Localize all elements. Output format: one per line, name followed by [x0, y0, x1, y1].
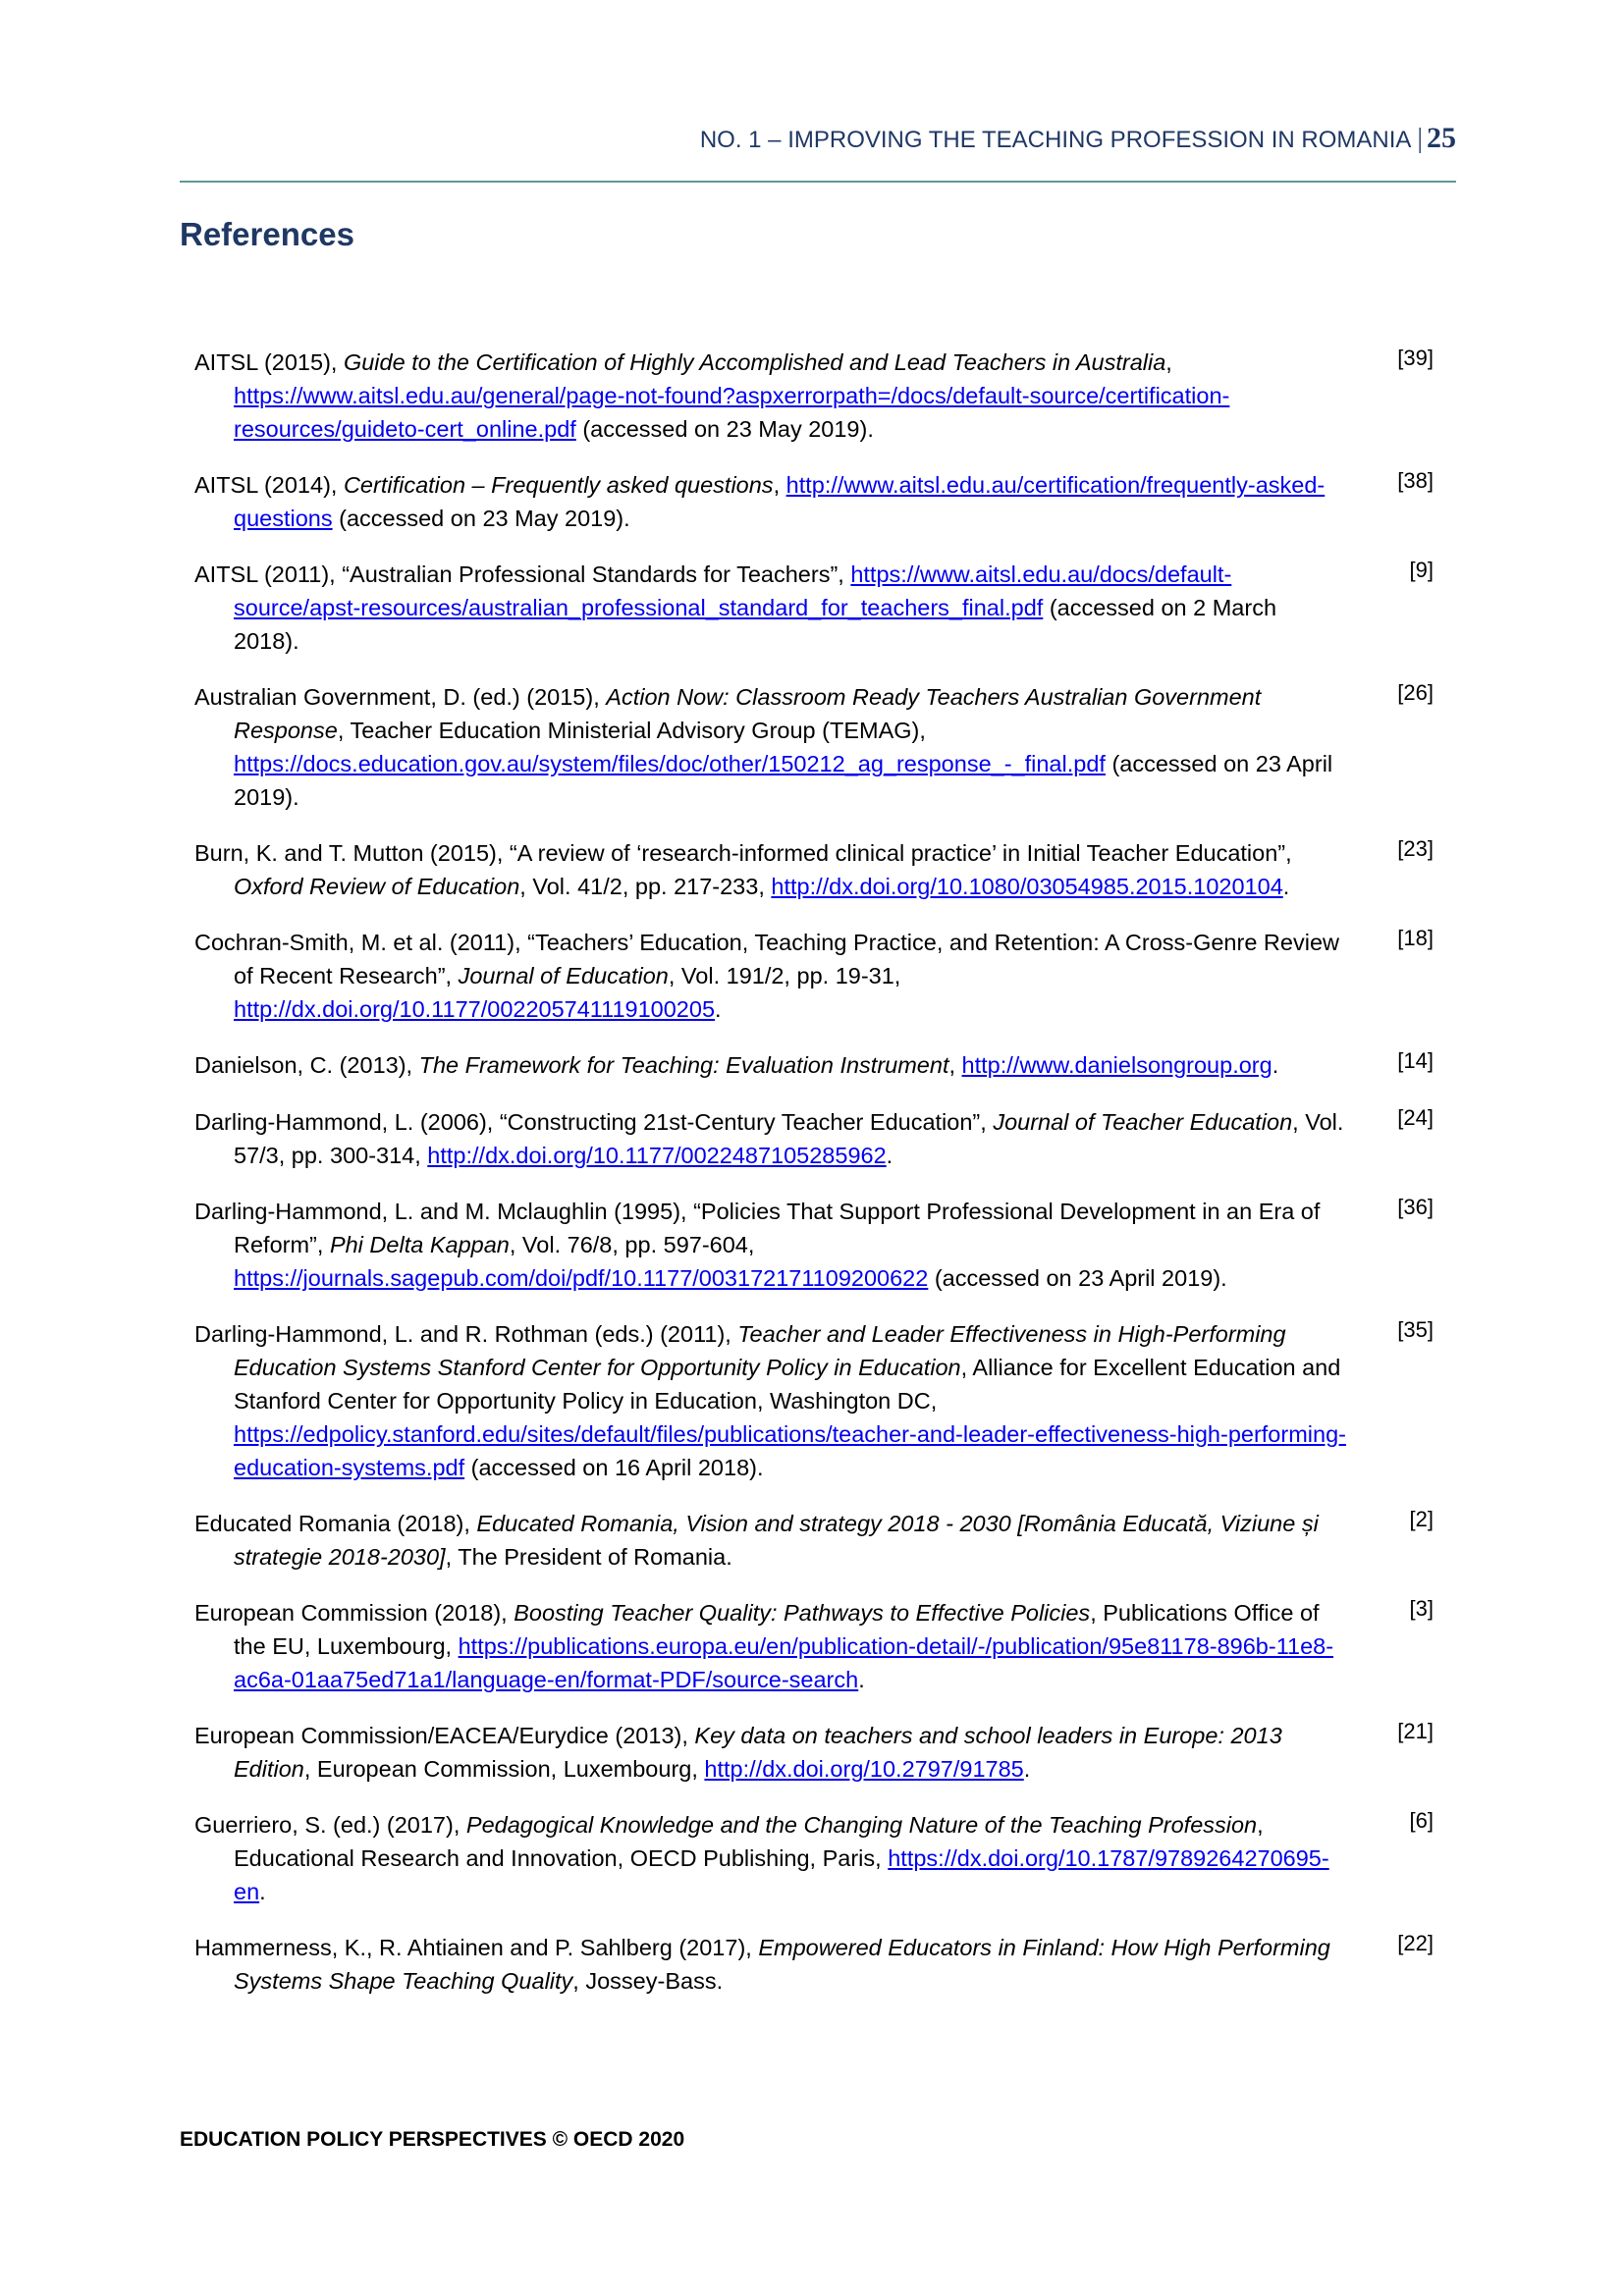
reference-fragment: Darling-Hammond, L. (2006), “Constructing 21st-Century Teacher Education”, — [194, 1109, 994, 1135]
reference-text — [194, 1048, 1348, 1083]
reference-fragment: . — [1272, 1052, 1279, 1078]
reference-title: Phi Delta Kappan — [329, 1232, 510, 1257]
reference-fragment: Darling-Hammond, L. and M. Mclaughlin (1995), “Policies That Support Professional Development in an Era of Reform”, — [194, 1199, 1321, 1257]
reference-fragment: , Teacher Education Ministerial Advisory Group (TEMAG), — [337, 718, 926, 743]
reference-text — [194, 836, 1348, 903]
reference-number: [36] — [1397, 1195, 1434, 1219]
reference-link[interactable]: https://docs.education.gov.au/system/files/doc/other/150212_ag_response_-_final.pdf — [234, 751, 1106, 776]
reference-number: [35] — [1397, 1317, 1434, 1342]
page-number: 25 — [1427, 122, 1456, 154]
reference-link[interactable]: https://www.aitsl.edu.au/docs/default-source/apst-resources/australian_professional_standard_for_teachers_final.pdf — [234, 561, 1232, 620]
reference-number: [9] — [1409, 558, 1434, 582]
reference-title: Key data on teachers and school leaders in Europe: 2013 Edition — [234, 1723, 1282, 1782]
reference-fragment: (accessed on 23 May 2019). — [575, 416, 874, 442]
reference-link[interactable]: http://www.aitsl.edu.au/certification/frequently-asked-questions — [234, 472, 1326, 531]
reference-link[interactable]: http://dx.doi.org/10.2797/91785 — [704, 1756, 1024, 1782]
reference-number-cell — [1375, 1931, 1434, 1998]
page-header — [180, 118, 1456, 183]
reference-number-cell — [1375, 346, 1434, 446]
reference-fragment: Guerriero, S. (ed.) (2017), — [194, 1812, 466, 1838]
reference-fragment: (accessed on 23 May 2019). — [332, 506, 630, 531]
reference-fragment: , Vol. 41/2, pp. 217-233, — [519, 874, 772, 899]
reference-number: [18] — [1397, 926, 1434, 950]
reference-fragment: , The President of Romania. — [445, 1544, 732, 1570]
reference-text — [194, 1808, 1348, 1908]
running-header — [700, 122, 1456, 155]
reference-link[interactable]: http://dx.doi.org/10.1177/002205741119100205 — [234, 996, 716, 1022]
reference-number: [39] — [1397, 346, 1434, 370]
reference-title: Boosting Teacher Quality: Pathways to Effective Policies — [514, 1600, 1091, 1626]
reference-number-cell — [1375, 1048, 1434, 1083]
header-separator: | — [1417, 124, 1423, 154]
reference-entry — [194, 1048, 1434, 1083]
reference-number: [23] — [1397, 836, 1434, 861]
reference-link[interactable]: http://dx.doi.org/10.1177/0022487105285962 — [427, 1143, 887, 1168]
reference-fragment: , Alliance for Excellent Education and Stanford Center for Opportunity Policy in Education, Washington DC, — [234, 1355, 1341, 1414]
reference-entry — [194, 468, 1434, 535]
reference-number-cell — [1375, 558, 1434, 658]
reference-fragment: , Publications Office of the EU, Luxembourg, — [234, 1600, 1320, 1659]
reference-title: Action Now: Classroom Ready Teachers Australian Government Response — [234, 684, 1262, 743]
reference-fragment: , — [773, 472, 786, 498]
reference-text — [194, 1195, 1348, 1295]
reference-link[interactable]: https://publications.europa.eu/en/publication-detail/-/publication/95e81178-896b-11e8-ac6a-01aa75ed71a1/language-en/format-PDF/source-search — [234, 1633, 1334, 1692]
reference-fragment: , Vol. 57/3, pp. 300-314, — [234, 1109, 1344, 1168]
reference-title: Educated Romania, Vision and strategy 2018 - 2030 [România Educată, Viziune și strategie 2018-2030] — [234, 1511, 1319, 1570]
reference-number-cell — [1375, 1719, 1434, 1786]
reference-fragment: , Jossey-Bass. — [572, 1968, 724, 1994]
reference-text — [194, 1931, 1348, 1998]
page-footer: EDUCATION POLICY PERSPECTIVES © OECD 2020 — [180, 2128, 685, 2151]
reference-number: [21] — [1397, 1719, 1434, 1743]
reference-title: Oxford Review of Education — [234, 874, 520, 899]
reference-fragment: . — [259, 1879, 266, 1904]
reference-fragment: , — [1165, 349, 1172, 375]
reference-text — [194, 1596, 1348, 1696]
reference-number-cell — [1375, 1195, 1434, 1295]
reference-fragment: , Vol. 191/2, pp. 19-31, — [668, 963, 901, 988]
reference-fragment: Hammerness, K., R. Ahtiainen and P. Sahlberg (2017), — [194, 1935, 759, 1960]
reference-number-cell — [1375, 468, 1434, 535]
reference-entry — [194, 558, 1434, 658]
reference-title: Certification – Frequently asked questions — [343, 472, 774, 498]
reference-link[interactable]: http://www.danielsongroup.org — [961, 1052, 1272, 1078]
reference-text — [194, 1719, 1348, 1786]
reference-fragment: European Commission (2018), — [194, 1600, 514, 1626]
reference-entry — [194, 1317, 1434, 1484]
reference-number: [2] — [1409, 1507, 1434, 1531]
reference-fragment: . — [886, 1143, 893, 1168]
reference-entry — [194, 346, 1434, 446]
reference-entry — [194, 1507, 1434, 1574]
reference-fragment: , Vol. 76/8, pp. 597-604, — [509, 1232, 755, 1257]
reference-fragment: (accessed on 23 April 2019). — [234, 751, 1333, 810]
reference-title: Journal of Teacher Education — [993, 1109, 1293, 1135]
reference-number: [6] — [1409, 1808, 1434, 1833]
reference-fragment: European Commission/EACEA/Eurydice (2013), — [194, 1723, 695, 1748]
reference-title: Empowered Educators in Finland: How High Performing Systems Shape Teaching Quality — [234, 1935, 1330, 1994]
reference-title: Teacher and Leader Effectiveness in High-Performing Education Systems Stanford Center for Opportunity Policy in Education — [234, 1321, 1286, 1380]
reference-fragment: AITSL (2015), — [194, 349, 344, 375]
reference-number-cell — [1375, 836, 1434, 903]
reference-text — [194, 926, 1348, 1026]
reference-fragment: Darling-Hammond, L. and R. Rothman (eds.) (2011), — [194, 1321, 738, 1347]
reference-link[interactable]: https://edpolicy.stanford.edu/sites/default/files/publications/teacher-and-leader-effectiveness-high-performing-education-systems.pdf — [234, 1421, 1346, 1480]
reference-entry — [194, 1105, 1434, 1172]
reference-link[interactable]: https://journals.sagepub.com/doi/pdf/10.1177/003172171109200622 — [234, 1265, 929, 1291]
reference-fragment: . — [715, 996, 722, 1022]
reference-title: Journal of Education — [458, 963, 669, 988]
reference-number-cell — [1375, 926, 1434, 1026]
reference-text — [194, 680, 1348, 814]
reference-text — [194, 558, 1348, 658]
reference-entry — [194, 1808, 1434, 1908]
reference-entry — [194, 836, 1434, 903]
reference-fragment: Danielson, C. (2013), — [194, 1052, 419, 1078]
reference-entry — [194, 1195, 1434, 1295]
reference-fragment: , Educational Research and Innovation, OECD Publishing, Paris, — [234, 1812, 1264, 1871]
reference-number: [24] — [1397, 1105, 1434, 1130]
reference-fragment: (accessed on 2 March 2018). — [234, 595, 1277, 654]
reference-link[interactable]: https://www.aitsl.edu.au/general/page-not-found?aspxerrorpath=/docs/default-source/certification-resources/guideto-cert_online.pdf — [234, 383, 1230, 442]
reference-entry — [194, 1719, 1434, 1786]
section-title: References — [180, 216, 354, 252]
reference-link[interactable]: http://dx.doi.org/10.1080/03054985.2015.1020104 — [771, 874, 1283, 899]
reference-fragment: Cochran-Smith, M. et al. (2011), “Teachers’ Education, Teaching Practice, and Retention: A Cross-Genre Review of Recent Research”, — [194, 930, 1339, 988]
reference-number-cell — [1375, 1507, 1434, 1574]
reference-text — [194, 1105, 1348, 1172]
reference-fragment: , — [948, 1052, 962, 1078]
reference-fragment: Australian Government, D. (ed.) (2015), — [194, 684, 607, 710]
reference-entry — [194, 926, 1434, 1026]
reference-text — [194, 1317, 1348, 1484]
reference-number: [14] — [1397, 1048, 1434, 1073]
reference-fragment: (accessed on 23 April 2019). — [928, 1265, 1227, 1291]
reference-number: [3] — [1409, 1596, 1434, 1621]
reference-title: Guide to the Certification of Highly Accomplished and Lead Teachers in Australia — [343, 349, 1166, 375]
reference-number: [38] — [1397, 468, 1434, 493]
reference-entry — [194, 1596, 1434, 1696]
reference-text — [194, 346, 1348, 446]
reference-number-cell — [1375, 680, 1434, 814]
reference-fragment: , European Commission, Luxembourg, — [303, 1756, 705, 1782]
reference-fragment: AITSL (2011), “Australian Professional Standards for Teachers”, — [194, 561, 851, 587]
reference-fragment: (accessed on 16 April 2018). — [464, 1455, 764, 1480]
reference-number: [22] — [1397, 1931, 1434, 1955]
running-title: NO. 1 – IMPROVING THE TEACHING PROFESSION IN ROMANIA — [699, 127, 1412, 153]
reference-entry — [194, 1931, 1434, 1998]
reference-fragment: Burn, K. and T. Mutton (2015), “A review of ‘research-informed clinical practice’ in Initial Teacher Education”, — [194, 840, 1292, 866]
reference-title: The Framework for Teaching: Evaluation Instrument — [418, 1052, 949, 1078]
reference-fragment: AITSL (2014), — [194, 472, 344, 498]
reference-number: [26] — [1397, 680, 1434, 705]
reference-list — [194, 346, 1434, 2020]
reference-number-cell — [1375, 1105, 1434, 1172]
reference-title: Pedagogical Knowledge and the Changing Nature of the Teaching Profession — [465, 1812, 1258, 1838]
reference-fragment: . — [1282, 874, 1290, 899]
reference-text — [194, 1507, 1348, 1574]
reference-entry — [194, 680, 1434, 814]
reference-fragment: Educated Romania (2018), — [194, 1511, 477, 1536]
reference-number-cell — [1375, 1596, 1434, 1696]
reference-number-cell — [1375, 1317, 1434, 1484]
reference-text — [194, 468, 1348, 535]
reference-number-cell — [1375, 1808, 1434, 1908]
reference-fragment: . — [1023, 1756, 1031, 1782]
reference-fragment: . — [858, 1667, 865, 1692]
reference-link[interactable]: https://dx.doi.org/10.1787/9789264270695-en — [234, 1845, 1329, 1904]
